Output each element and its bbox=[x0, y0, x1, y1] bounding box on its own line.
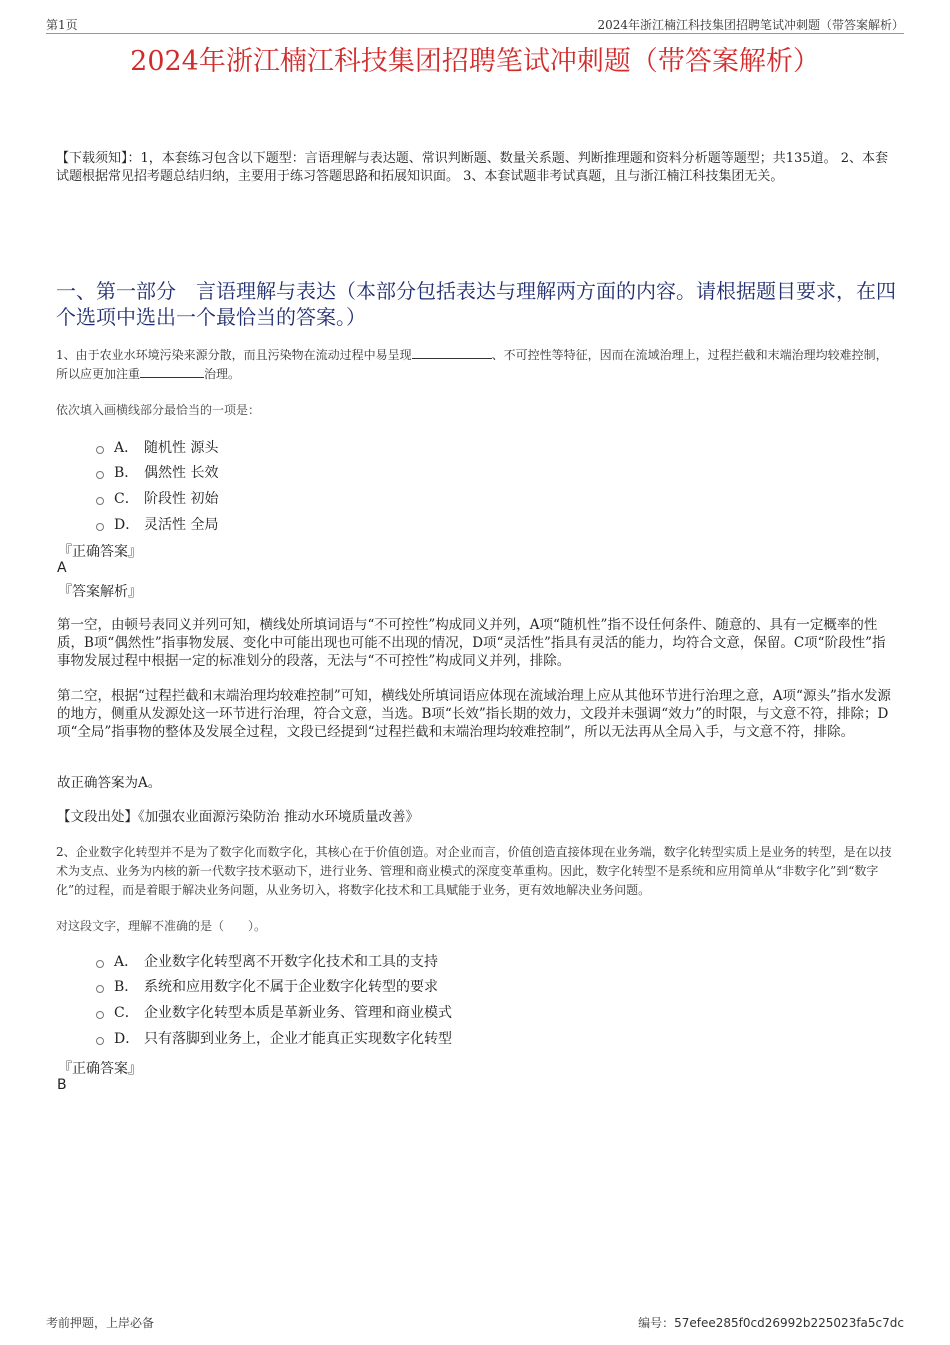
answer-label: 『正确答案』 bbox=[58, 544, 142, 560]
question-1-prompt: 依次填入画横线部分最恰当的一项是： bbox=[56, 403, 261, 417]
source-citation: 【文段出处】《加强农业面源污染防治 推动水环境质量改善》 bbox=[57, 809, 420, 825]
radio-icon[interactable] bbox=[96, 446, 104, 454]
download-notice: 【下载须知】：1，本套练习包含以下题型：言语理解与表达题、常识判断题、数量关系题、判断推理题和资料分析题等题型；共135道。 2、本套试题根据常见招考题总结归纳，主要用于练习答题思路和拓展知识面。 3、本套试题非考试真题，且与浙江楠江科技集团无关。 bbox=[56, 151, 888, 184]
section-heading: 一、第一部分 言语理解与表达（本部分包括表达与理解两方面的内容。请根据题目要求，在四个选项中选出一个最恰当的答案。） bbox=[56, 279, 896, 329]
radio-icon[interactable] bbox=[96, 497, 104, 505]
radio-icon[interactable] bbox=[96, 523, 104, 531]
blank-1 bbox=[412, 346, 492, 359]
footer-code: 编号：57efee285f0cd26992b225023fa5c7dc bbox=[638, 1316, 904, 1330]
option-c[interactable]: C． 阶段性 初始 bbox=[96, 485, 218, 511]
question-1-stem: 1、由于农业水环境污染来源分散，而且污染物在流动过程中易呈现 、不可控性等特征，因而在流域治理上，过程拦截和末端治理均较难控制，所以应更加注重 治理。 bbox=[56, 348, 888, 381]
question-2-stem: 2、企业数字化转型并不是为了数字化而数字化，其核心在于价值创造。对企业而言，价值创造直接体现在业务端，数字化转型实质上是业务的转型，是在以技术为支点、业务为内核的新一代数字技术驱动下，进行业务、管理和商业模式的深度变革重构。因此，数字化转型不是系统和应用简单从“非数字化”到“数字化”的过程，而是着眼于解决业务问题，从业务切入，将数字化技术和工具赋能于业务，更有效地解决业务问题。 bbox=[56, 845, 892, 897]
option-b[interactable]: B． 系统和应用数字化不属于企业数字化转型的要求 bbox=[96, 974, 452, 1000]
radio-icon[interactable] bbox=[96, 471, 104, 479]
analysis-paragraph-2: 第二空，根据“过程拦截和末端治理均较难控制”可知，横线处所填词语应体现在流域治理上应从其他环节进行治理之意，A项“源头”指水发源的地方，侧重从发源处这一环节进行治理，符合文意，当选。B项“长效”指长期的效力，文段并未强调“效力”的时限，与文意不符，排除；D项“全局”指事物的整体及发展全过程，文段已经提到“过程拦截和末端治理均较难控制”，所以无法再从全局入手，与文意不符，排除。 bbox=[57, 688, 891, 741]
option-b[interactable]: B． 偶然性 长效 bbox=[96, 460, 218, 486]
analysis-conclusion: 故正确答案为A。 bbox=[57, 775, 162, 791]
analysis-paragraph-1: 第一空，由顿号表同义并列可知，横线处所填词语与“不可控性”构成同义并列，A项“随机性”指不设任何条件、随意的、具有一定概率的性质，B项“偶然性”指事物发展、变化中可能出现也可能不出现的情况，D项“灵活性”指具有灵活的能力，均符合文意，保留。C项“阶段性”指事物发展过程中根据一定的标准划分的段落，无法与“不可控性”构成同义并列，排除。 bbox=[57, 617, 886, 670]
document-title: 2024年浙江楠江科技集团招聘笔试冲刺题（带答案解析） bbox=[130, 46, 820, 77]
option-a[interactable]: A． 企业数字化转型离不开数字化技术和工具的支持 bbox=[96, 948, 452, 974]
option-d[interactable]: D． 只有落脚到业务上，企业才能真正实现数字化转型 bbox=[96, 1025, 452, 1051]
question-2-options bbox=[96, 948, 452, 1050]
question-1-options bbox=[96, 434, 218, 536]
radio-icon[interactable] bbox=[96, 1011, 104, 1019]
footer-slogan: 考前押题，上岸必备 bbox=[46, 1316, 155, 1330]
option-c[interactable]: C． 企业数字化转型本质是革新业务、管理和商业模式 bbox=[96, 999, 452, 1025]
radio-icon[interactable] bbox=[96, 1037, 104, 1045]
answer-label: 『正确答案』 bbox=[58, 1061, 142, 1077]
option-d[interactable]: D． 灵活性 全局 bbox=[96, 511, 218, 537]
radio-icon[interactable] bbox=[96, 960, 104, 968]
page-header bbox=[46, 14, 904, 34]
radio-icon[interactable] bbox=[96, 985, 104, 993]
answer-value: A bbox=[57, 560, 67, 576]
header-doc-title: 2024年浙江楠江科技集团招聘笔试冲刺题（带答案解析） bbox=[597, 18, 904, 32]
page-number: 第1页 bbox=[46, 18, 78, 32]
answer-value: B bbox=[57, 1077, 67, 1093]
blank-2 bbox=[140, 365, 204, 378]
analysis-label: 『答案解析』 bbox=[58, 584, 142, 600]
question-2-prompt: 对这段文字，理解不准确的是（ ）。 bbox=[56, 919, 267, 933]
option-a[interactable]: A． 随机性 源头 bbox=[96, 434, 218, 460]
